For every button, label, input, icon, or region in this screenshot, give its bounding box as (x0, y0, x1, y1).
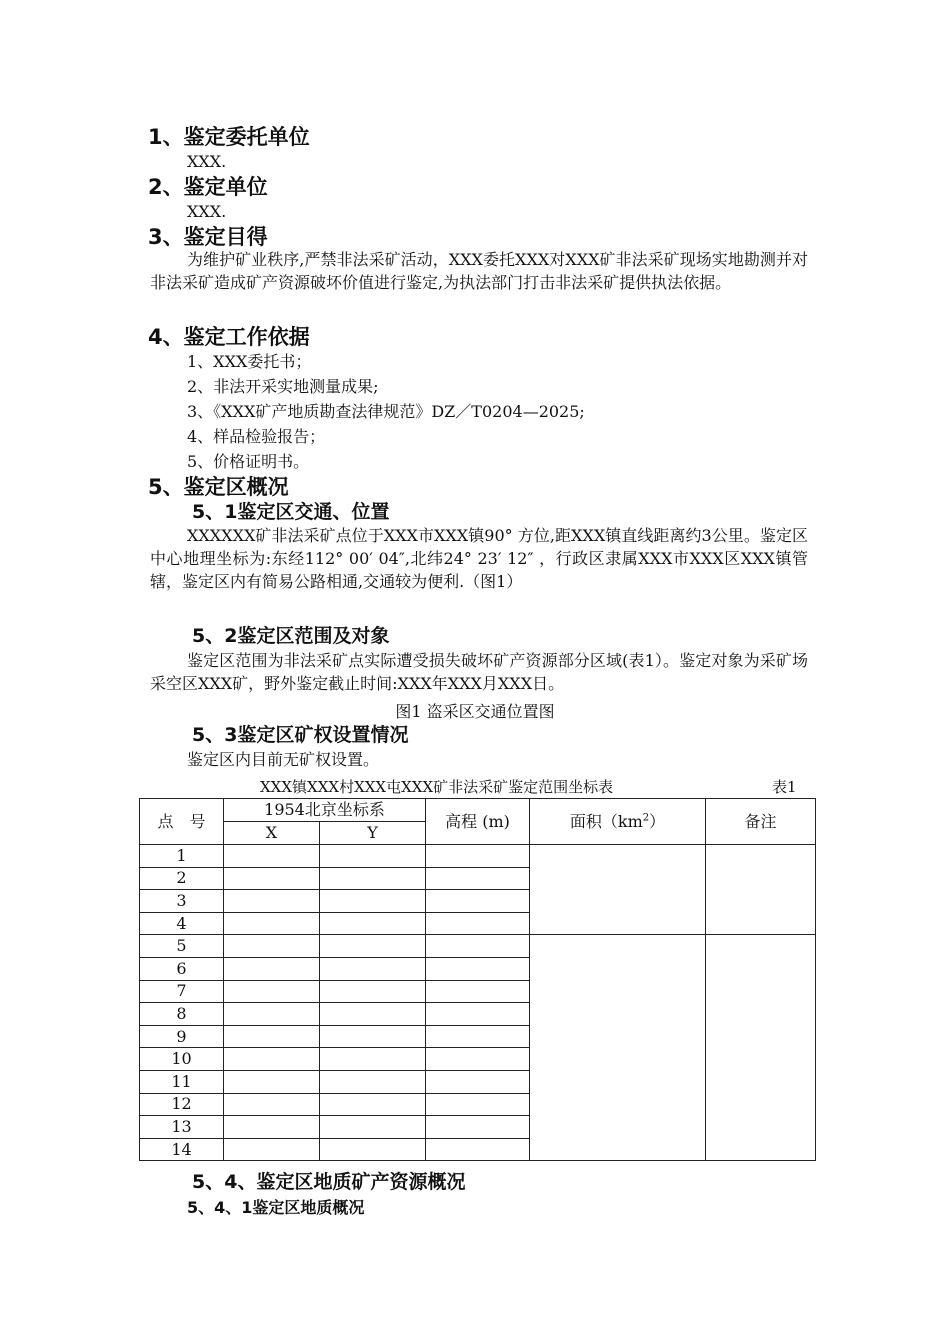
header-remark: 备注 (706, 799, 816, 845)
section-1-title: 1、鉴定委托单位 (148, 125, 310, 149)
section-3-paragraph: 为维护矿业秩序,严禁非法采矿活动，XXX委托XXX对XXX矿非法采矿现场实地勘测并对非法采矿造成矿产资源破坏价值进行鉴定,为执法部门打击非法采矿提供执法依据。 (150, 250, 808, 292)
coordinate-table (139, 798, 816, 1161)
section-2-title: 2、鉴定单位 (148, 175, 268, 199)
section-1-content: XXX. (187, 152, 227, 171)
basis-item: 2、非法开采实地测量成果; (187, 377, 379, 396)
point-number: 14 (140, 1138, 224, 1161)
point-number: 13 (140, 1116, 224, 1139)
section-5-3-content: 鉴定区内目前无矿权设置。 (187, 750, 380, 769)
point-number: 9 (140, 1025, 224, 1048)
point-number: 10 (140, 1048, 224, 1071)
area-cell-group-2 (530, 935, 706, 1161)
table-row (140, 935, 816, 958)
table-label: 表1 (772, 778, 797, 796)
basis-item: 5、价格证明书。 (187, 452, 310, 471)
point-number: 1 (140, 845, 224, 868)
section-3-title: 3、鉴定目得 (148, 225, 268, 249)
remark-cell-group-2 (706, 935, 816, 1161)
point-number: 3 (140, 890, 224, 913)
section-4-title: 4、鉴定工作依据 (148, 325, 310, 349)
header-coord-system: 1954北京坐标系 (224, 799, 426, 822)
section-5-2-title: 5、2鉴定区范围及对象 (192, 625, 390, 647)
point-number: 6 (140, 957, 224, 980)
header-elevation: 高程 (m) (426, 799, 530, 845)
table-caption: XXX镇XXX村XXX屯XXX矿非法采矿鉴定范围坐标表 (260, 778, 614, 796)
basis-item: 4、样品检验报告； (187, 427, 326, 446)
point-number: 7 (140, 980, 224, 1003)
header-area: 面积$(km^2)$ (530, 799, 706, 845)
point-number: 8 (140, 1003, 224, 1026)
figure-caption: 图1 盗采区交通位置图 (395, 702, 555, 721)
section-5-3-title: 5、3鉴定区矿权设置情况 (192, 724, 409, 746)
remark-cell-group-1 (706, 845, 816, 935)
section-5-4-1-title: 5、4、1鉴定区地质概况 (187, 1198, 365, 1217)
header-x: X (224, 822, 320, 845)
point-number: 12 (140, 1093, 224, 1116)
point-number: 5 (140, 935, 224, 958)
section-5-1-title: 5、1鉴定区交通、位置 (192, 501, 390, 523)
section-5-4-title: 5、4、鉴定区地质矿产资源概况 (192, 1171, 466, 1193)
section-5-2-paragraph: 鉴定区范围为非法采矿点实际遭受损失破坏矿产资源部分区域(表1）。鉴定对象为采矿场采空区XXX矿，野外鉴定截止时间:XXX年XXX月XXX日。 (150, 651, 808, 693)
header-point: 点 号 (140, 799, 224, 845)
point-number: 11 (140, 1070, 224, 1093)
area-cell-group-1 (530, 845, 706, 935)
header-y: Y (320, 822, 426, 845)
basis-item: 3、《XXX矿产地质勘查法律规范》DZ／T0204—2025; (187, 402, 585, 421)
point-number: 2 (140, 867, 224, 890)
section-5-1-paragraph: XXXXXX矿非法采矿点位于XXX市XXX镇90° 方位,距XXX镇直线距离约3公里。鉴定区中心地理坐标为:东经112° 00′ 04″,北纬24° 23′ 12″ ，行政区隶属XXX市XXX区XXX镇管辖，鉴定区内有简易公路相通,交通较为便利.（图1） (150, 526, 808, 591)
point-number: 4 (140, 912, 224, 935)
basis-item: 1、XXX委托书； (187, 352, 312, 371)
section-5-title: 5、鉴定区概况 (148, 475, 289, 499)
section-2-content: XXX. (187, 202, 227, 221)
table-row (140, 845, 816, 868)
